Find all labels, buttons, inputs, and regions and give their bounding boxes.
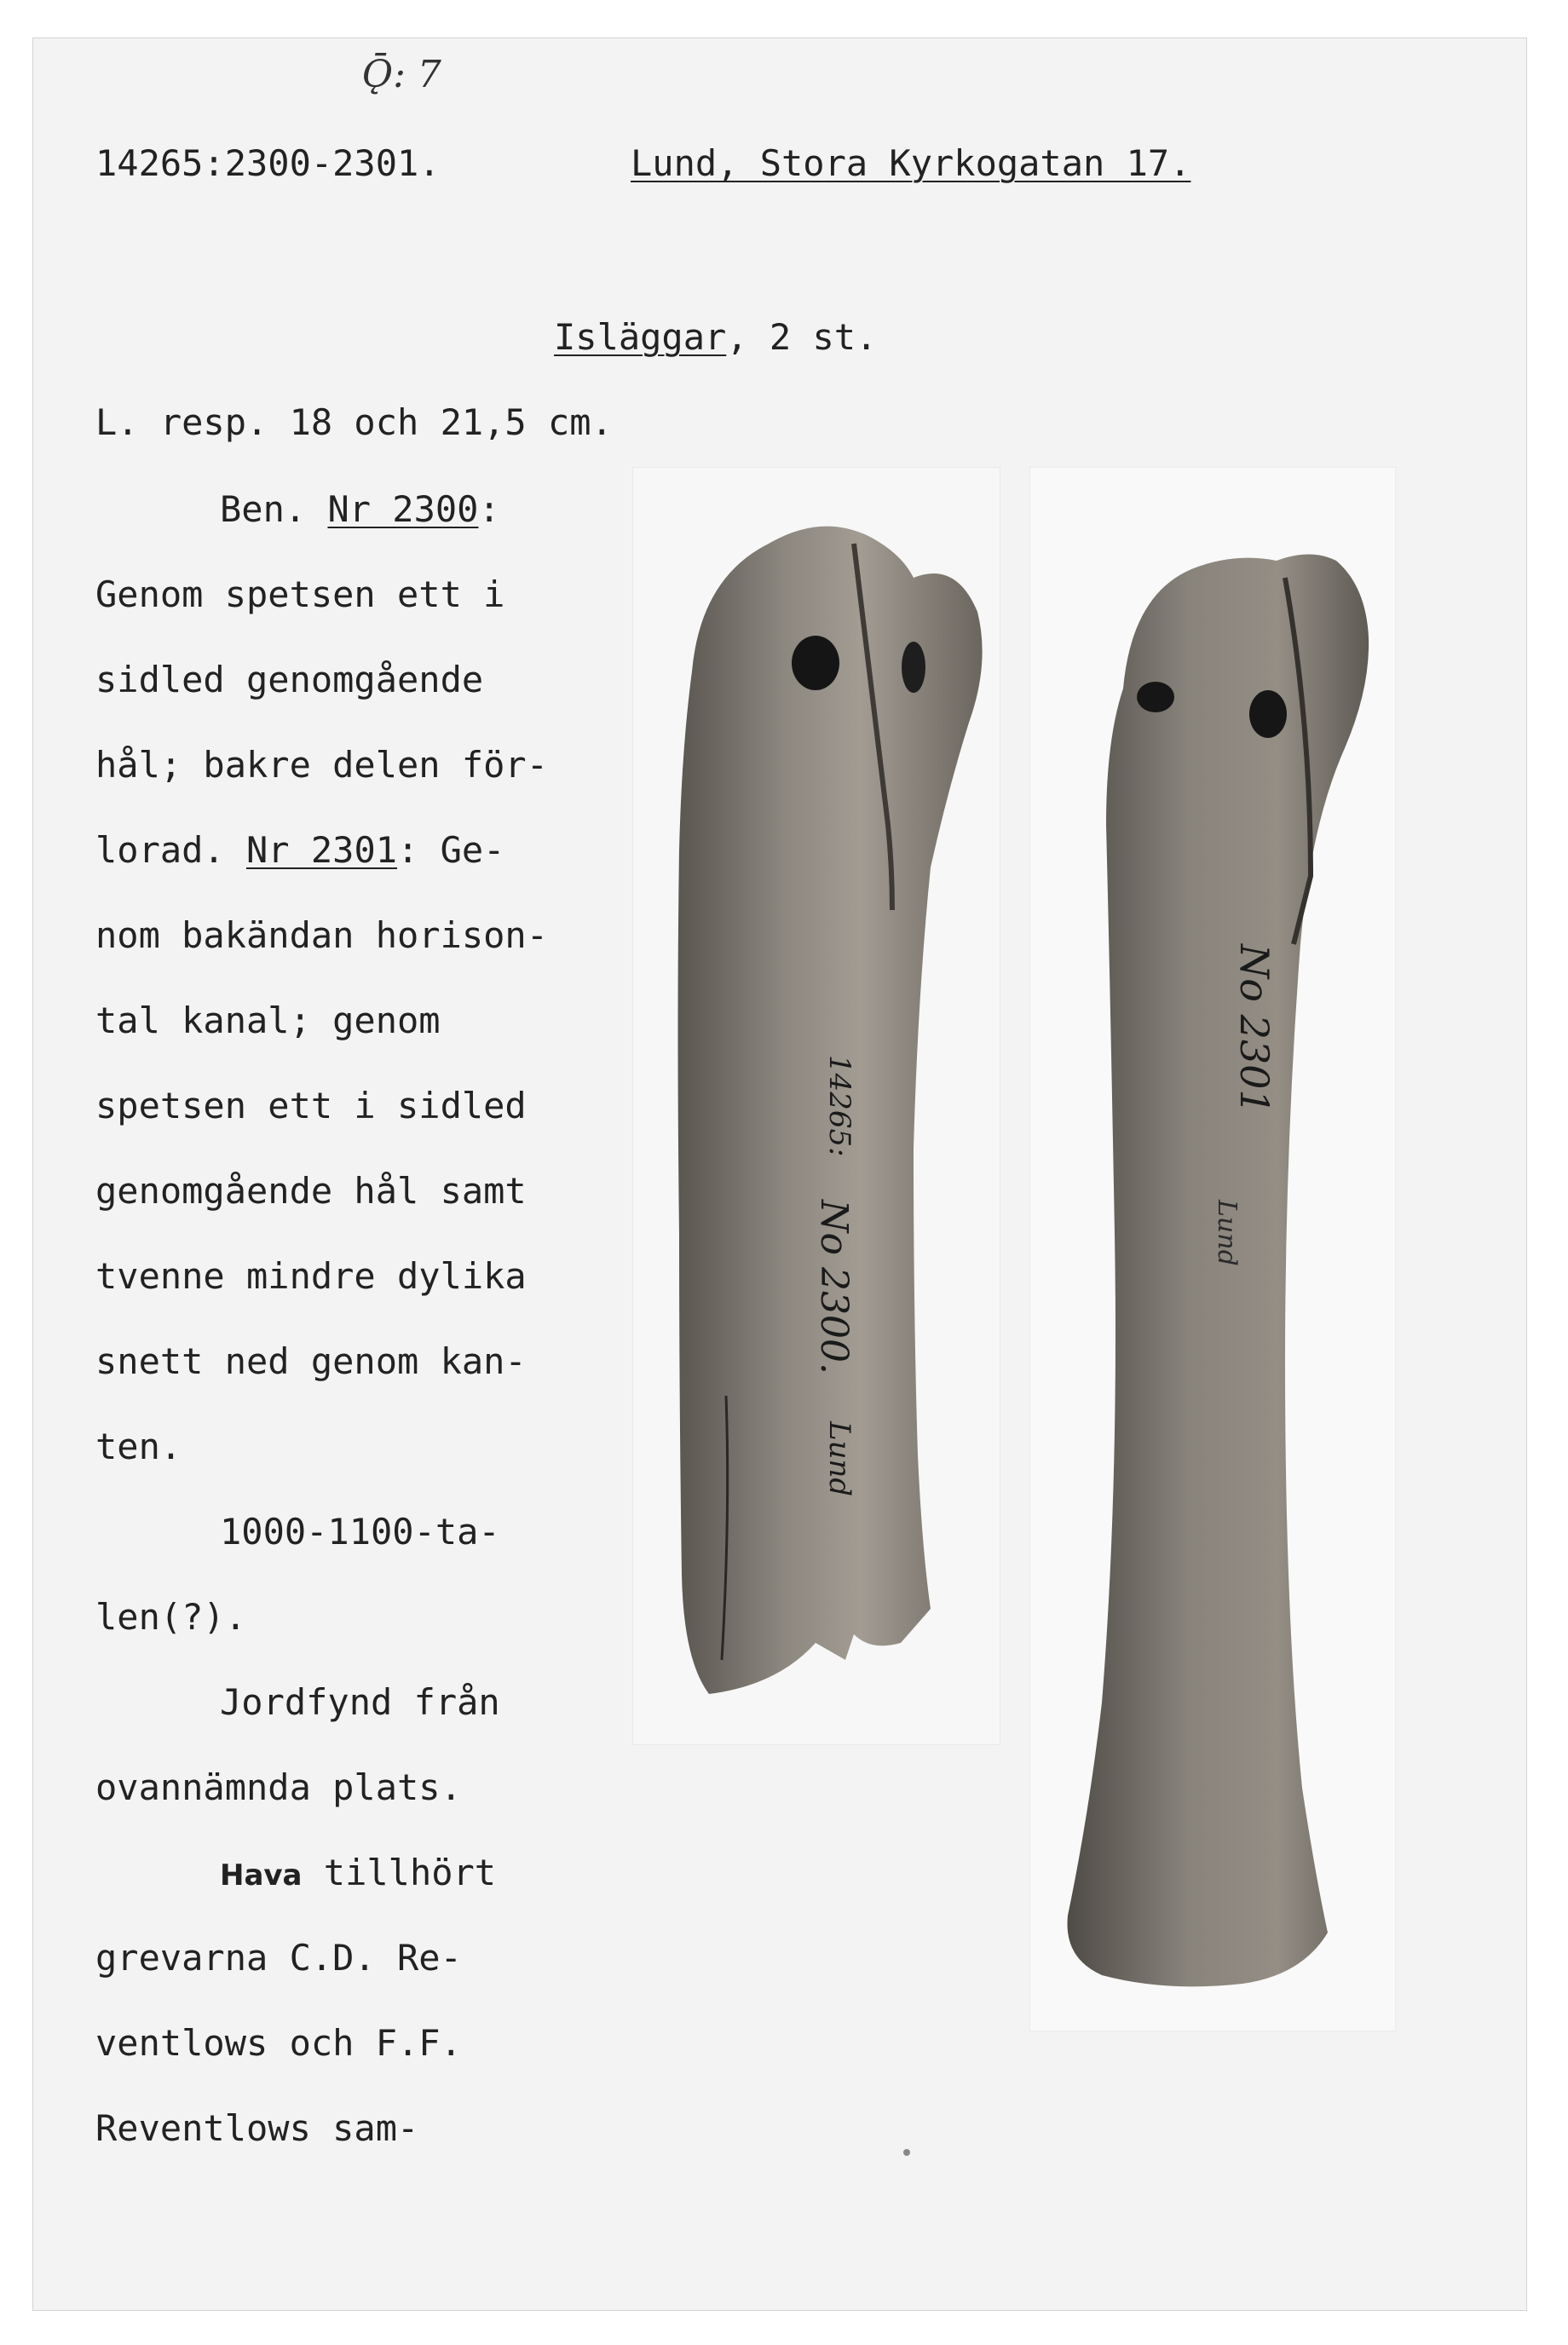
material-label: Ben. xyxy=(220,488,328,530)
find-line: Jordfynd från xyxy=(220,1681,500,1723)
colon: : xyxy=(478,488,500,530)
find-line: ovannämnda plats. xyxy=(95,1766,462,1808)
measurements: L. resp. 18 och 21,5 cm. xyxy=(95,401,613,443)
photo-bone-2300 xyxy=(632,467,1000,1745)
object-count: , 2 st. xyxy=(726,316,878,358)
owner-line: grevarna C.D. Re- xyxy=(95,1937,462,1979)
description-line: hål; bakre delen för- xyxy=(95,744,549,786)
number-2300: Nr 2300 xyxy=(327,488,479,530)
material-line xyxy=(220,489,500,530)
line-start: lorad. xyxy=(95,829,247,871)
description-line: ten. xyxy=(95,1426,182,1467)
description-line xyxy=(95,830,504,871)
bone-hole xyxy=(902,642,925,693)
description-line: tal kanal; genom xyxy=(95,1000,441,1041)
inscription-text: 14265: xyxy=(822,1055,856,1157)
owner-line: ventlows och F.F. xyxy=(95,2022,462,2064)
handwritten-correction: Hava xyxy=(220,1858,303,1893)
bone-hole xyxy=(1137,682,1174,712)
inscription-text: Lund xyxy=(1212,1200,1242,1266)
description-line: genomgående hål samt xyxy=(95,1170,527,1212)
dating-line: 1000-1100-ta- xyxy=(220,1511,500,1553)
description-line: snett ned genom kan- xyxy=(95,1340,527,1382)
owner-text: tillhört xyxy=(302,1852,497,1893)
line-end: : Ge- xyxy=(397,829,505,871)
find-place: Lund, Stora Kyrkogatan 17. xyxy=(631,142,1191,184)
description-line: Genom spetsen ett i xyxy=(95,573,505,615)
inscription-text: Lund xyxy=(822,1421,856,1497)
object-title xyxy=(554,317,877,358)
number-2301: Nr 2301 xyxy=(246,829,398,871)
owner-line: Reventlows sam- xyxy=(95,2107,419,2149)
description-line: nom bakändan horison- xyxy=(95,914,549,956)
description-line: sidled genomgående xyxy=(95,659,484,700)
owner-line xyxy=(220,1852,496,1896)
description-line: spetsen ett i sidled xyxy=(95,1085,527,1126)
bone-hole xyxy=(1249,690,1287,738)
object-name: Isläggar xyxy=(554,316,727,358)
paper-speck xyxy=(903,2149,910,2156)
bone-hole xyxy=(792,636,839,690)
dating-line: len(?). xyxy=(95,1596,247,1638)
inscription-text: No 2300. xyxy=(812,1200,856,1374)
inscription-text: No 2301 xyxy=(1231,944,1277,1115)
photo-bone-2301 xyxy=(1029,467,1396,2031)
catalog-number: 14265:2300-2301. xyxy=(95,142,441,184)
handwritten-note: Ǭ: 7 xyxy=(362,53,441,96)
description-line: tvenne mindre dylika xyxy=(95,1255,527,1297)
